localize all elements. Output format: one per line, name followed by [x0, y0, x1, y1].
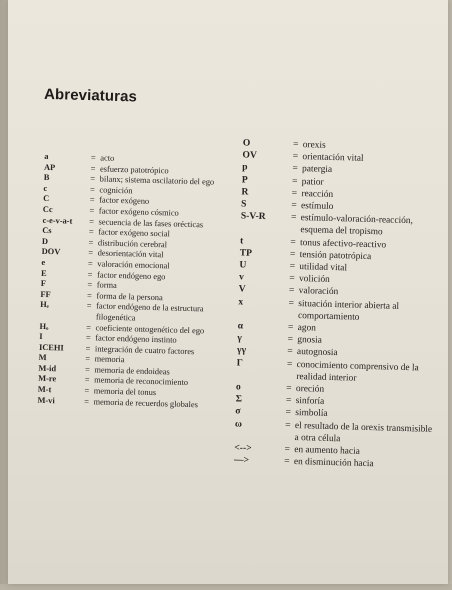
- abbreviation-definition: en aumento hacia: [294, 445, 360, 457]
- abbreviation-definition: sinforía: [295, 396, 325, 408]
- abbreviation-term: γγ: [236, 344, 247, 357]
- abbreviation-definition: valoración: [298, 286, 339, 298]
- abbreviation-definition: orientación vital: [302, 152, 364, 165]
- abbreviation-term: Σ: [235, 393, 243, 405]
- abbreviation-definition: forma: [96, 280, 117, 291]
- abbreviation-term: Cc: [42, 204, 53, 215]
- abbreviation-definition: memoria de recuerdos globales: [93, 397, 199, 409]
- abbreviation-definition: en disminución hacia: [293, 457, 374, 470]
- abbreviations-left-column: [37, 132, 235, 411]
- abbreviation-term: o: [235, 381, 241, 393]
- book-page: [8, 0, 448, 584]
- equals-sign: =: [289, 273, 295, 285]
- abbreviation-definition: agon: [297, 323, 317, 334]
- equals-sign: =: [84, 386, 90, 396]
- equals-sign: =: [88, 237, 94, 248]
- abbreviation-term: C: [43, 194, 50, 204]
- abbreviation-definition: memoria: [94, 354, 125, 365]
- abbreviation-definition: memoria de reconocimiento: [93, 375, 189, 388]
- abbreviation-definition: factor endógeno instinto: [95, 333, 177, 345]
- abbreviation-term: OV: [242, 149, 258, 162]
- abbreviation-definition: estímulo: [300, 201, 334, 212]
- abbreviations-right-column: [234, 137, 443, 472]
- abbreviation-definition: valoración emocional: [97, 259, 170, 271]
- abbreviation-definition: tonus afectivo-reactivo: [299, 237, 387, 251]
- equals-sign: =: [89, 184, 95, 195]
- abbreviation-term: P: [241, 174, 248, 186]
- abbreviation-term: O: [242, 137, 251, 149]
- equals-sign: =: [90, 163, 96, 173]
- abbreviation-term: E: [40, 268, 47, 278]
- abbreviation-definition: patior: [301, 176, 324, 188]
- abbreviation-definition: oreción: [295, 384, 325, 395]
- abbreviation-term: M-id: [38, 363, 57, 374]
- abbreviation-term: M-re: [38, 374, 57, 384]
- abbreviation-definition: factor endógeno de la estructura filogenética: [95, 301, 204, 323]
- abbreviation-definition: factor exógeno cósmico: [98, 206, 179, 218]
- abbreviation-term: p: [241, 161, 248, 173]
- abbreviation-definition: coeficiente ontogenético del ego: [95, 322, 205, 335]
- equals-sign: =: [87, 280, 93, 290]
- abbreviation-definition: patergia: [301, 164, 333, 176]
- equals-sign: =: [286, 358, 293, 370]
- abbreviation-term: σ: [235, 405, 241, 417]
- equals-sign: =: [88, 248, 94, 258]
- abbreviation-term: M-t: [37, 384, 52, 395]
- abbreviation-term: a: [44, 151, 49, 162]
- abbreviation-term: <-->: [234, 442, 252, 454]
- abbreviation-term: DOV: [41, 247, 61, 257]
- equals-sign: =: [87, 259, 93, 269]
- abbreviation-term: TP: [239, 247, 253, 259]
- abbreviation-term: —>: [233, 454, 250, 467]
- abbreviation-definition: conocimiento comprensivo de la realidad interior: [296, 359, 419, 384]
- equals-sign: =: [285, 407, 292, 419]
- equals-sign: =: [289, 248, 296, 260]
- equals-sign: =: [90, 174, 96, 184]
- abbreviation-definition: factor exógeno: [99, 195, 150, 207]
- abbreviation-definition: bilanx; sistema oscilatorio del ego: [99, 174, 215, 187]
- abbreviation-term: I: [39, 331, 43, 342]
- equals-sign: =: [89, 216, 95, 226]
- abbreviation-definition: factor endógeno ego: [96, 269, 166, 281]
- abbreviation-term: F: [40, 278, 47, 289]
- abbreviation-term: x: [238, 296, 244, 308]
- abbreviation-definition: distribución cerebral: [97, 238, 168, 250]
- equals-sign: =: [84, 396, 90, 406]
- abbreviation-term: ω: [234, 417, 243, 430]
- equals-sign: =: [285, 395, 292, 407]
- abbreviation-definition: estímulo-valoración-reacción, esquema del tropismo: [300, 213, 414, 238]
- equals-sign: =: [292, 138, 299, 150]
- abbreviation-definition: tensión patotrópica: [299, 249, 372, 262]
- equals-sign: =: [89, 195, 95, 205]
- abbreviation-term: S-V-R: [240, 210, 266, 223]
- equals-sign: =: [88, 227, 94, 237]
- abbreviation-term: v: [238, 271, 245, 283]
- equals-sign: =: [84, 364, 90, 375]
- abbreviation-term: AP: [43, 162, 56, 172]
- abbreviation-term: Γ: [236, 357, 243, 369]
- abbreviation-term: γ: [237, 332, 243, 344]
- equals-sign: =: [292, 151, 299, 163]
- equals-sign: =: [86, 301, 92, 311]
- equals-sign: =: [288, 297, 295, 309]
- abbreviation-definition: volición: [298, 274, 330, 286]
- abbreviation-definition: factor exógeno social: [98, 227, 170, 239]
- equals-sign: =: [84, 375, 90, 385]
- abbreviation-definition: memoria de endoideas: [94, 365, 170, 377]
- abbreviation-term: c: [43, 183, 48, 193]
- abbreviation-definition: esfuerzo patotrópico: [99, 164, 169, 175]
- equals-sign: =: [86, 290, 92, 300]
- equals-sign: =: [291, 175, 298, 187]
- abbreviation-term: α: [237, 320, 244, 332]
- abbreviation-definition: cognición: [99, 185, 133, 196]
- abbreviation-term: M: [38, 353, 47, 363]
- abbreviation-definition: el resultado de la orexis transmisible a otra célula: [294, 420, 433, 445]
- equals-sign: =: [86, 322, 92, 332]
- equals-sign: =: [288, 285, 295, 297]
- equals-sign: =: [290, 236, 296, 248]
- equals-sign: =: [85, 343, 91, 353]
- equals-sign: =: [287, 346, 293, 358]
- abbreviation-definition: situación interior abierta al comportamiento: [297, 298, 400, 323]
- abbreviation-term: D: [41, 236, 49, 246]
- page-title: Abreviaturas: [43, 85, 138, 106]
- equals-sign: =: [286, 382, 292, 394]
- abbreviation-term: Hₑ: [40, 300, 50, 310]
- equals-sign: =: [287, 334, 294, 346]
- abbreviation-definition: integración de cuatro factores: [94, 344, 195, 356]
- abbreviation-term: R: [241, 186, 249, 198]
- abbreviation-term: V: [238, 283, 246, 296]
- equals-sign: =: [287, 321, 294, 333]
- equals-sign: =: [89, 206, 95, 216]
- equals-sign: =: [284, 455, 290, 468]
- abbreviation-term: M-vi: [37, 395, 55, 405]
- abbreviation-term: S: [240, 198, 247, 210]
- equals-sign: =: [87, 269, 93, 279]
- abbreviation-definition: memoria del tonus: [93, 386, 157, 398]
- equals-sign: =: [90, 153, 96, 163]
- equals-sign: =: [291, 187, 298, 199]
- abbreviation-term: t: [239, 235, 244, 247]
- abbreviation-definition: acto: [100, 153, 115, 163]
- abbreviation-term: c-e-v-a-t: [42, 215, 73, 226]
- equals-sign: =: [291, 199, 297, 211]
- equals-sign: =: [284, 443, 291, 455]
- abbreviation-term: ICEHI: [38, 342, 64, 353]
- equals-sign: =: [290, 212, 297, 224]
- equals-sign: =: [292, 163, 298, 175]
- equals-sign: =: [85, 354, 91, 364]
- abbreviation-definition: utilidad vital: [299, 262, 348, 274]
- abbreviation-definition: desorientación vital: [97, 248, 164, 260]
- abbreviation-term: U: [239, 259, 247, 271]
- abbreviation-term: Hₒ: [39, 321, 49, 331]
- abbreviation-definition: autognosia: [296, 347, 338, 359]
- equals-sign: =: [85, 333, 91, 343]
- abbreviation-definition: gnosia: [297, 335, 322, 346]
- abbreviation-definition: simbolía: [295, 408, 328, 420]
- abbreviation-definition: orexis: [302, 140, 326, 151]
- abbreviation-definition: reacción: [301, 188, 334, 200]
- abbreviation-term: e: [41, 257, 46, 267]
- abbreviation-definition: secuencia de las fases orécticas: [98, 216, 204, 229]
- abbreviation-term: FF: [40, 289, 51, 299]
- abbreviation-term: B: [43, 173, 50, 183]
- abbreviation-definition: forma de la persona: [96, 291, 163, 302]
- equals-sign: =: [285, 419, 291, 431]
- equals-sign: =: [289, 260, 296, 272]
- abbreviation-term: Cs: [42, 226, 52, 236]
